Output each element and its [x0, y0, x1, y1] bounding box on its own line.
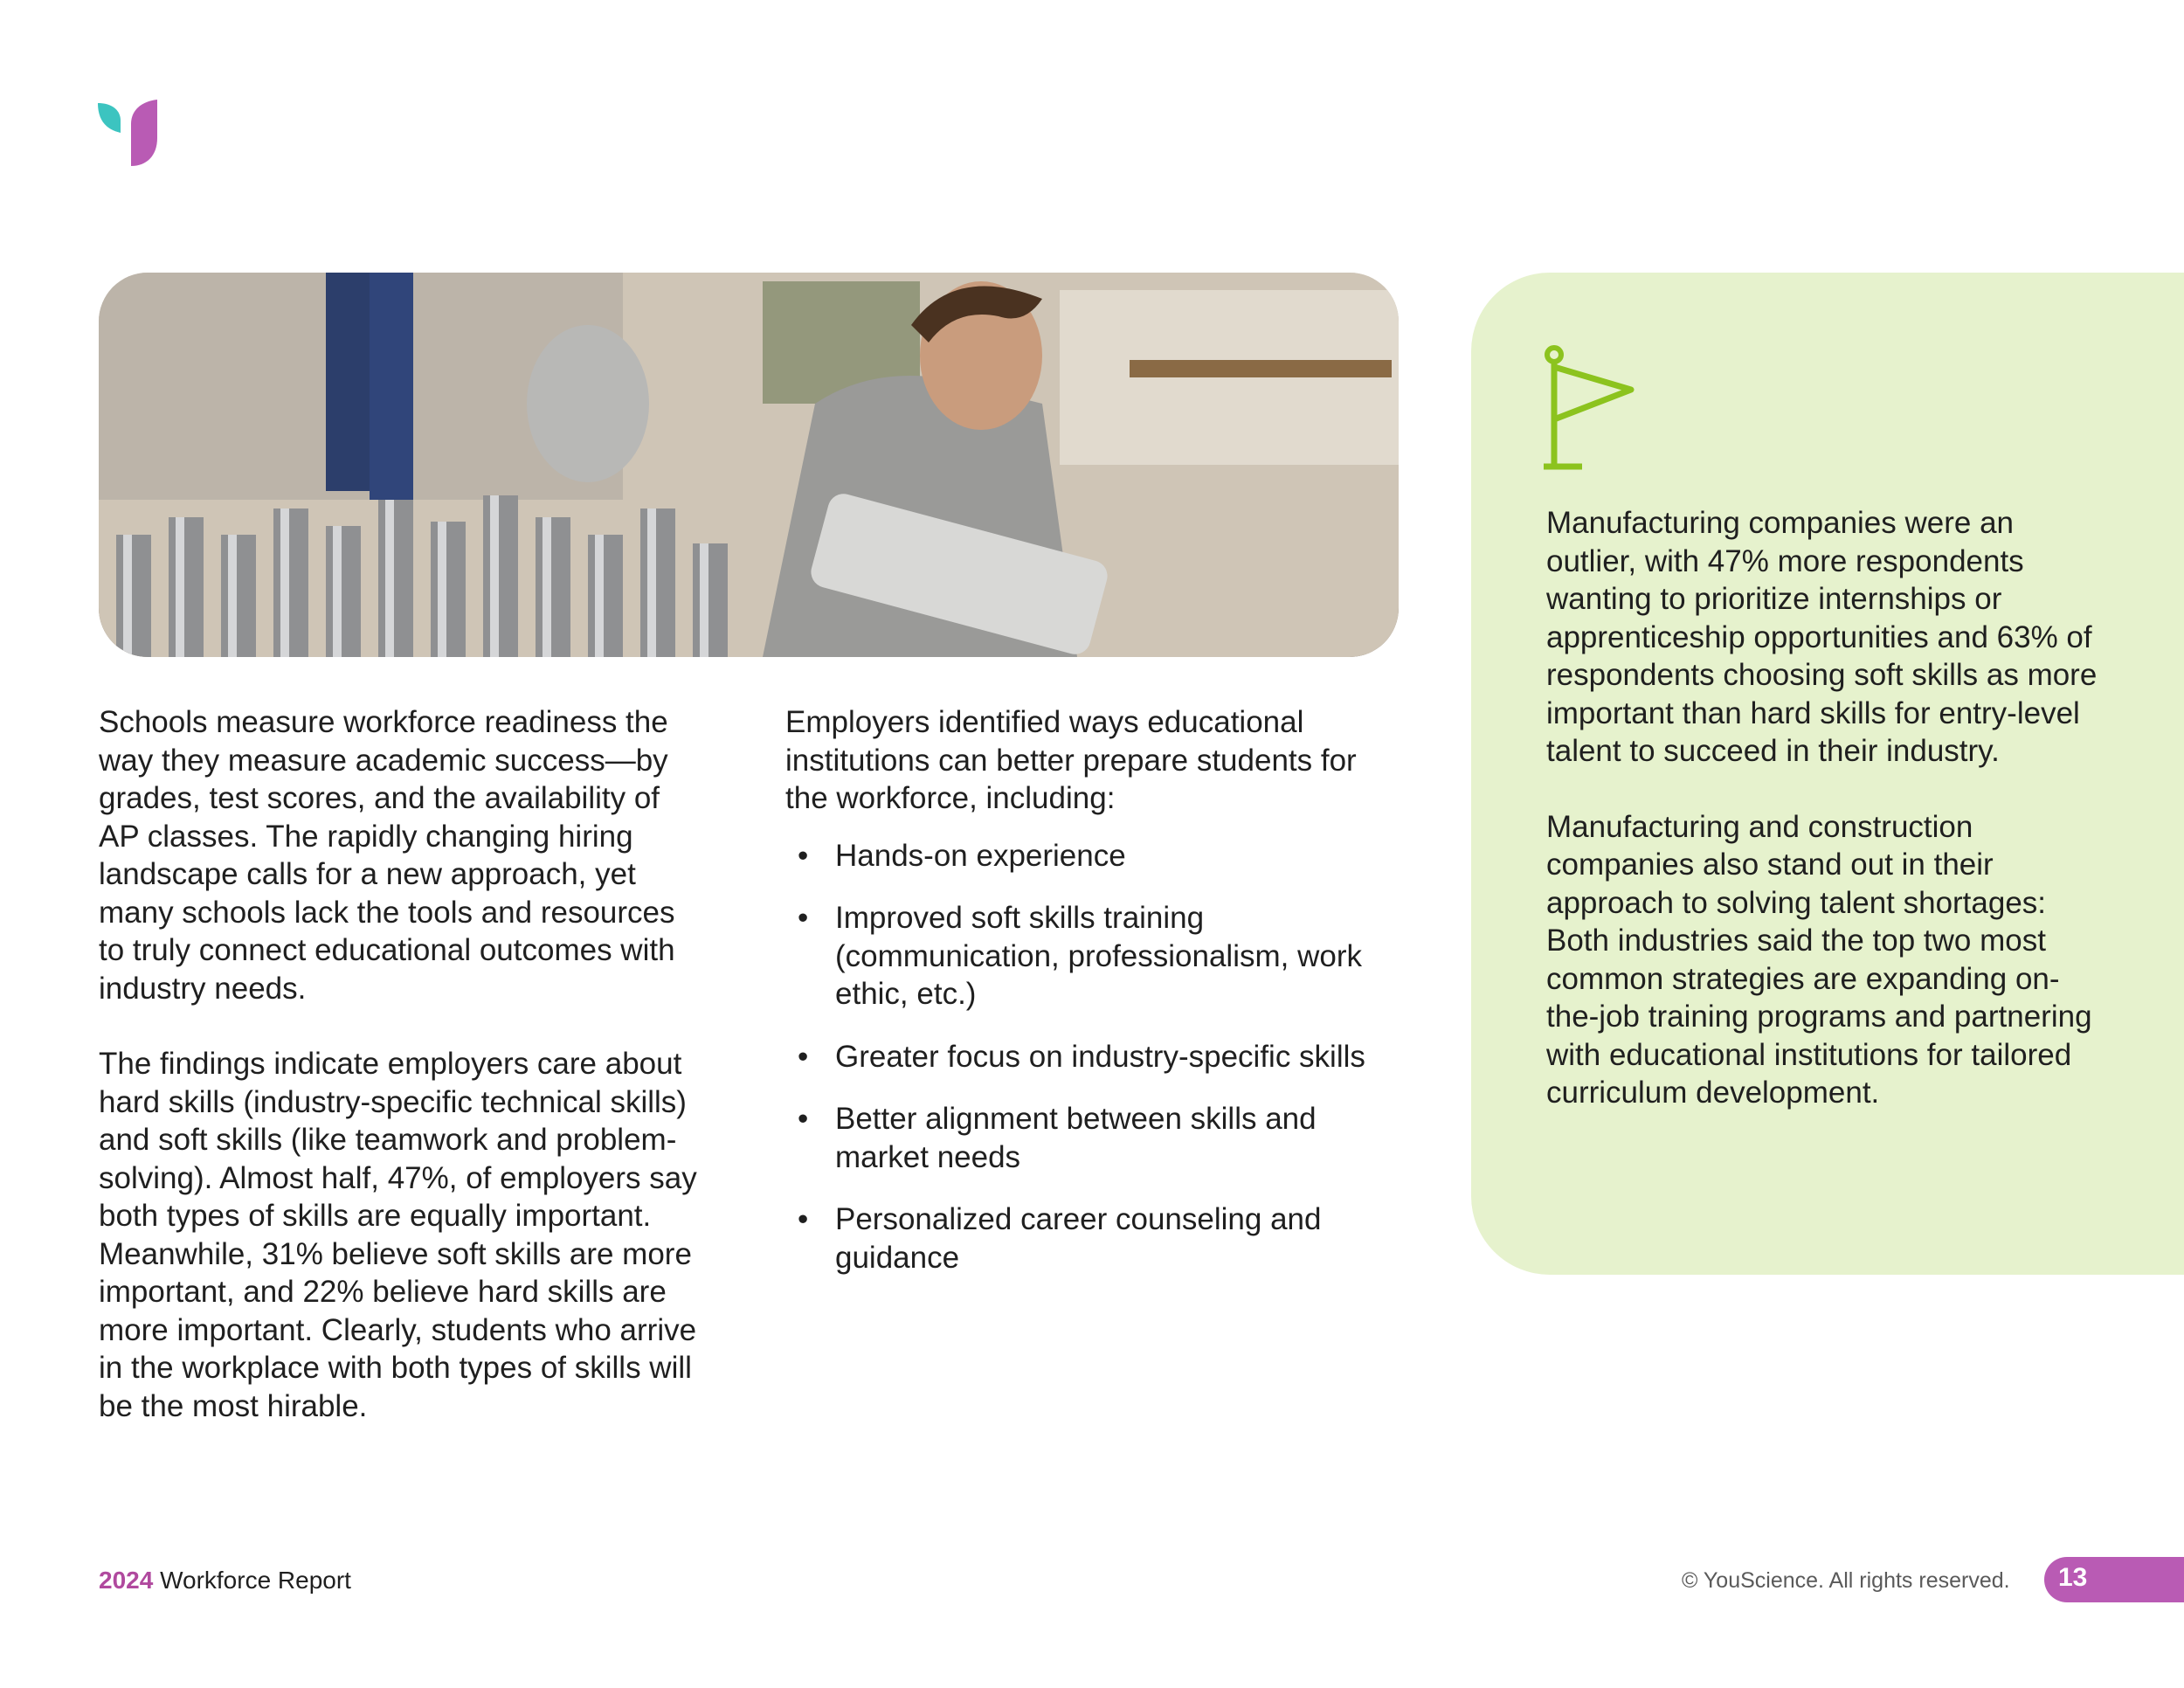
strategies-list	[785, 837, 1379, 1277]
youscience-logo-icon	[96, 98, 159, 168]
middle-column	[785, 703, 1379, 1301]
left-paragraph-2: The findings indicate employers care about hard skills (industry-specific technical skills) and soft skills (like teamwork and problem-solving). Almost half, 47%, of employers say both types of skills are equally important. Meanwhile, 31% believe soft skills are more important, and 22% believe hard skills are more important. Clearly, students who arrive in the workplace with both types of skills will be the most hirable.	[99, 1047, 697, 1423]
copyright: © YouScience. All rights reserved.	[1682, 1568, 2010, 1593]
left-column	[99, 703, 702, 1463]
list-item: • Hands-on experience	[785, 837, 1379, 875]
bullet-icon: •	[798, 901, 809, 935]
flag-icon	[1544, 344, 1640, 475]
page-number-tab	[2044, 1557, 2184, 1602]
bullet-icon: •	[798, 1202, 809, 1236]
list-item: • Greater focus on industry-specific skills	[785, 1038, 1379, 1076]
callout-paragraph-2: Manufacturing and construction companies also stand out in their approach to solving talent shortages: Both industries said the top two most common strategies are expanding on-the-job training programs and partnering with educational institutions for tailored curriculum development.	[1546, 809, 2092, 1110]
middle-intro: Employers identified ways educational institutions can better prepare students for the workforce, including:	[785, 705, 1357, 815]
page-number: 13	[2058, 1563, 2088, 1592]
report-year: 2024	[99, 1567, 154, 1594]
bullet-icon: •	[798, 838, 809, 873]
report-name: Workforce Report	[153, 1567, 351, 1594]
manufacturing-callout	[1471, 273, 2184, 1275]
callout-paragraph-1: Manufacturing companies were an outlier, with 47% more respondents wanting to prioritize internships or apprenticeship opportunities and 63% of respondents choosing soft skills as more important than hard skills for entry-level talent to succeed in their industry.	[1546, 506, 2098, 768]
left-paragraph-1: Schools measure workforce readiness the way they measure academic success—by grades, test scores, and the availability of AP classes. The rapidly changing hiring landscape calls for a new approach, yet many schools lack the tools and resources to truly connect educational outcomes with industry needs.	[99, 705, 675, 1006]
bullet-icon: •	[798, 1102, 809, 1136]
worker-photo	[99, 273, 1399, 657]
report-title	[99, 1567, 351, 1595]
list-item: • Improved soft skills training (communication, professionalism, work ethic, etc.)	[798, 901, 1362, 1011]
callout-text	[1546, 504, 2105, 1150]
list-item: • Better alignment between skills and market needs	[798, 1102, 1317, 1174]
bullet-icon: •	[798, 1039, 809, 1074]
worker-with-tablet-photo	[99, 273, 1399, 657]
list-item: • Personalized career counseling and guidance	[798, 1202, 1322, 1275]
